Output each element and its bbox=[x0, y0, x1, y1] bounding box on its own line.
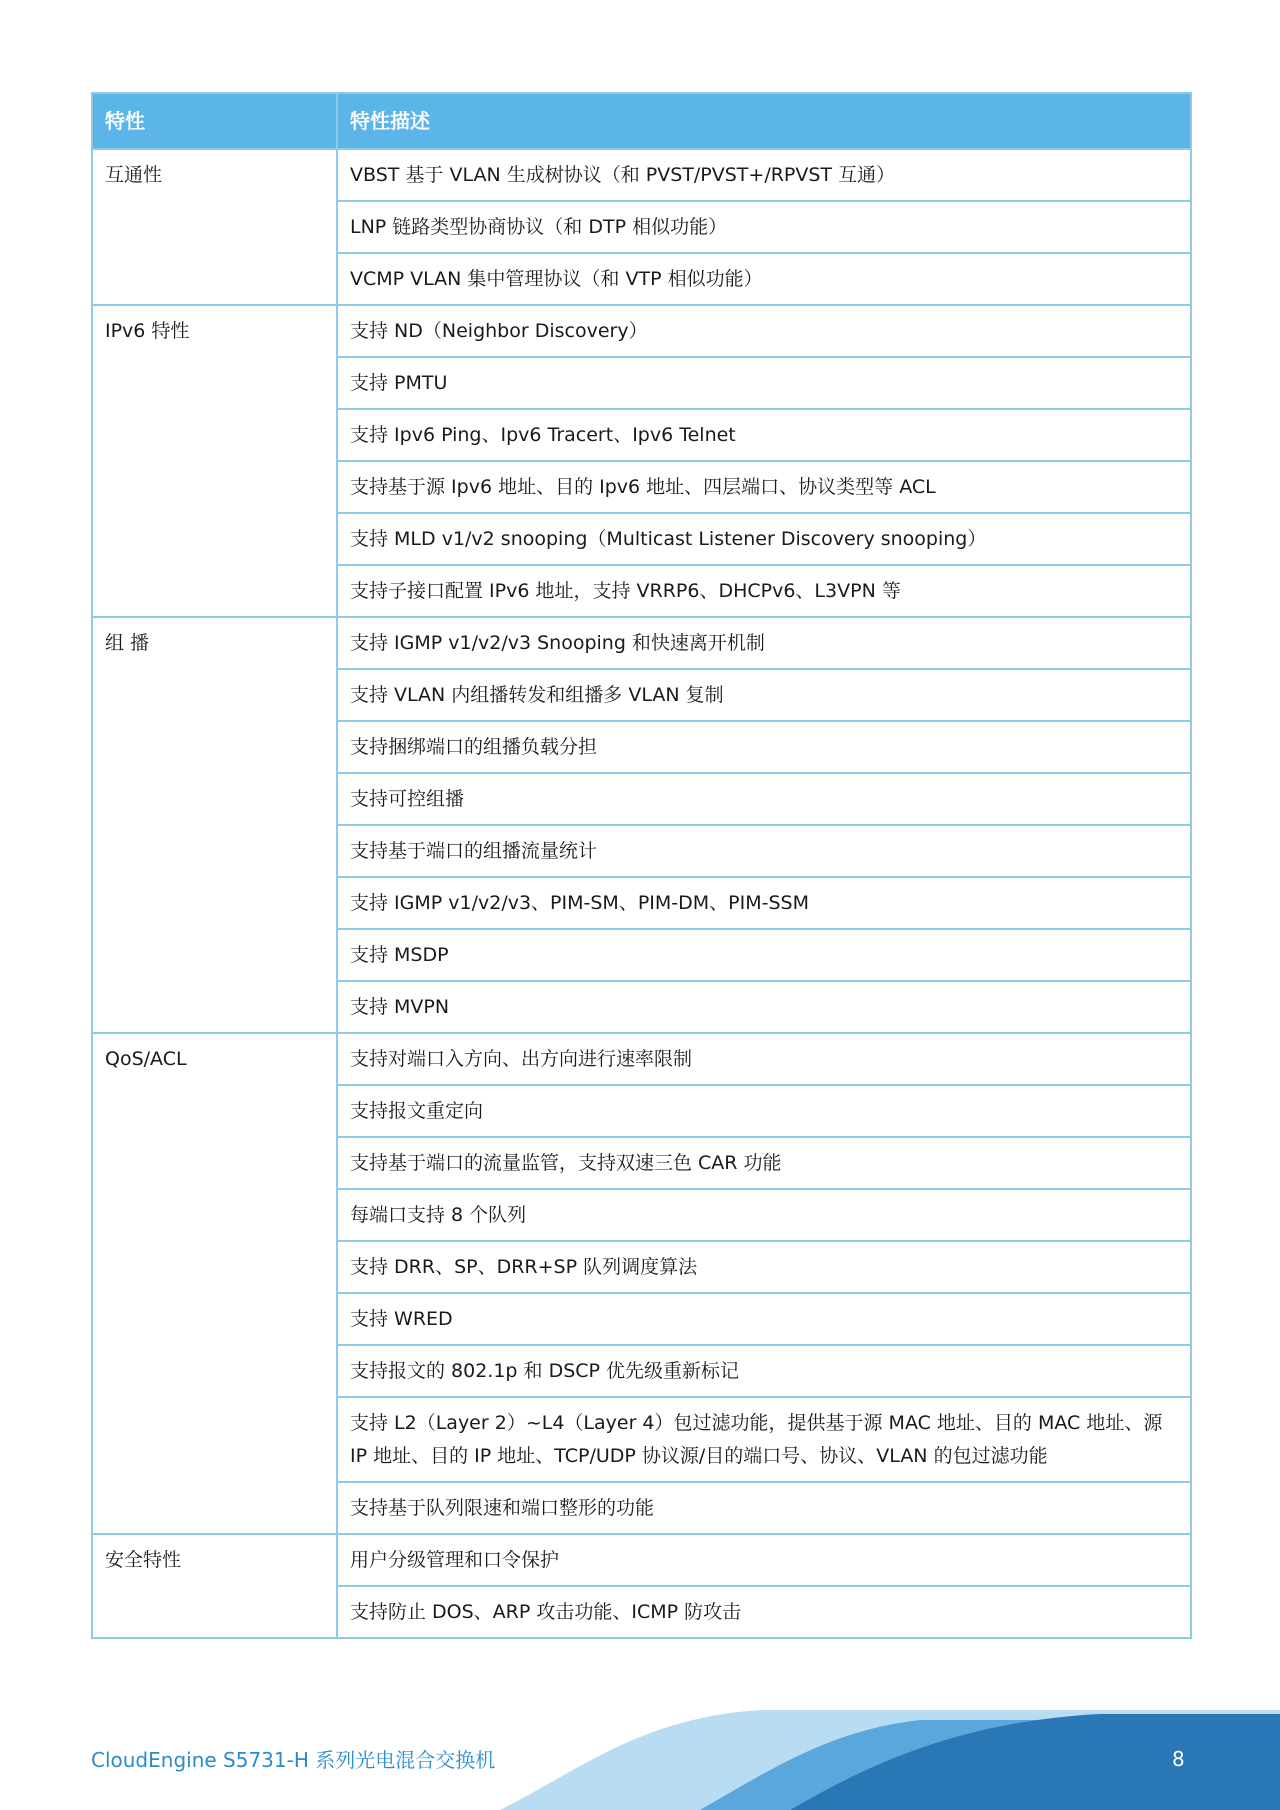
feature-description: 支持 Ipv6 Ping、Ipv6 Tracert、Ipv6 Telnet bbox=[337, 409, 1191, 461]
feature-description: 支持 MSDP bbox=[337, 929, 1191, 981]
table-row bbox=[92, 1033, 1191, 1085]
table-row bbox=[92, 617, 1191, 669]
header-description: 特性描述 bbox=[337, 93, 1191, 149]
feature-description: VBST 基于 VLAN 生成树协议（和 PVST/PVST+/RPVST 互通） bbox=[337, 149, 1191, 201]
header-feature: 特性 bbox=[92, 93, 337, 149]
page-number: 8 bbox=[1172, 1747, 1185, 1771]
feature-description: 支持 MVPN bbox=[337, 981, 1191, 1033]
feature-description: 支持基于源 Ipv6 地址、目的 Ipv6 地址、四层端口、协议类型等 ACL bbox=[337, 461, 1191, 513]
feature-description: 支持 ND（Neighbor Discovery） bbox=[337, 305, 1191, 357]
feature-category: IPv6 特性 bbox=[92, 305, 337, 617]
feature-description: 支持子接口配置 IPv6 地址，支持 VRRP6、DHCPv6、L3VPN 等 bbox=[337, 565, 1191, 617]
footer-product-title: CloudEngine S5731-H 系列光电混合交换机 bbox=[91, 1748, 496, 1772]
table-row bbox=[92, 305, 1191, 357]
feature-description: 支持 MLD v1/v2 snooping（Multicast Listener Discovery snooping） bbox=[337, 513, 1191, 565]
feature-description: VCMP VLAN 集中管理协议（和 VTP 相似功能） bbox=[337, 253, 1191, 305]
feature-description: 支持 VLAN 内组播转发和组播多 VLAN 复制 bbox=[337, 669, 1191, 721]
feature-description: LNP 链路类型协商协议（和 DTP 相似功能） bbox=[337, 201, 1191, 253]
feature-category: 互通性 bbox=[92, 149, 337, 305]
feature-category: 组 播 bbox=[92, 617, 337, 1033]
feature-description: 用户分级管理和口令保护 bbox=[337, 1534, 1191, 1586]
feature-description: 支持 WRED bbox=[337, 1293, 1191, 1345]
table-header bbox=[92, 93, 1191, 149]
feature-description: 支持 PMTU bbox=[337, 357, 1191, 409]
feature-description: 支持捆绑端口的组播负载分担 bbox=[337, 721, 1191, 773]
feature-description: 支持 IGMP v1/v2/v3 Snooping 和快速离开机制 bbox=[337, 617, 1191, 669]
feature-description: 每端口支持 8 个队列 bbox=[337, 1189, 1191, 1241]
table-row bbox=[92, 1534, 1191, 1586]
feature-description: 支持可控组播 bbox=[337, 773, 1191, 825]
feature-description: 支持基于端口的组播流量统计 bbox=[337, 825, 1191, 877]
feature-description: 支持防止 DOS、ARP 攻击功能、ICMP 防攻击 bbox=[337, 1586, 1191, 1638]
feature-category: QoS/ACL bbox=[92, 1033, 337, 1534]
feature-category: 安全特性 bbox=[92, 1534, 337, 1638]
feature-description: 支持 L2（Layer 2）~L4（Layer 4）包过滤功能，提供基于源 MAC 地址、目的 MAC 地址、源 IP 地址、目的 IP 地址、TCP/UDP 协议源/目的端口号、协议、VLAN 的包过滤功能 bbox=[337, 1397, 1191, 1482]
feature-description: 支持报文重定向 bbox=[337, 1085, 1191, 1137]
feature-description: 支持对端口入方向、出方向进行速率限制 bbox=[337, 1033, 1191, 1085]
feature-spec-table bbox=[91, 92, 1192, 1639]
feature-description: 支持 IGMP v1/v2/v3、PIM-SM、PIM-DM、PIM-SSM bbox=[337, 877, 1191, 929]
table-body bbox=[92, 149, 1191, 1638]
feature-description: 支持基于端口的流量监管，支持双速三色 CAR 功能 bbox=[337, 1137, 1191, 1189]
feature-description: 支持 DRR、SP、DRR+SP 队列调度算法 bbox=[337, 1241, 1191, 1293]
table-row bbox=[92, 149, 1191, 201]
feature-description: 支持报文的 802.1p 和 DSCP 优先级重新标记 bbox=[337, 1345, 1191, 1397]
feature-description: 支持基于队列限速和端口整形的功能 bbox=[337, 1482, 1191, 1534]
